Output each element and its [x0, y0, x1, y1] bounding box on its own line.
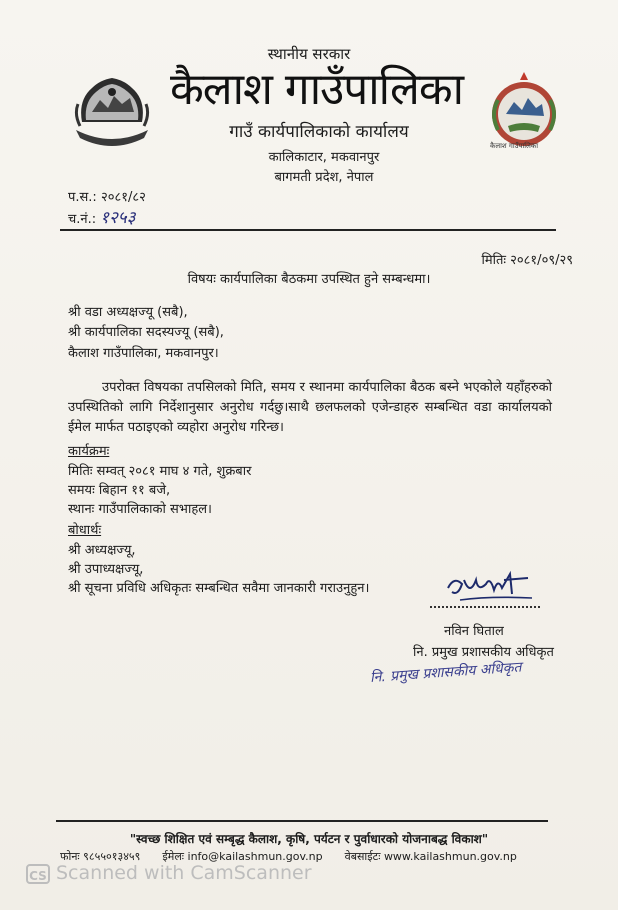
ref-ps: प.स.: २०८१/८२	[68, 190, 146, 205]
government-label: स्थानीय सरकार	[267, 45, 351, 63]
right-emblem-caption: कैलाश गाउँपालिका	[490, 142, 539, 150]
program-item: मितिः सम्वत् २०८१ माघ ४ गते, शुक्रबार	[68, 464, 252, 479]
ref-cn-label: च.नं.:	[68, 212, 97, 227]
signatory-name: नविन घिताल	[444, 624, 504, 639]
recipient-line: श्री कार्यपालिका सदस्यज्यू (सबै),	[68, 325, 224, 340]
recipient-line: श्री वडा अध्यक्षज्यू (सबै),	[68, 305, 188, 320]
program-item: स्थानः गाउँपालिकाको सभाहल।	[68, 502, 212, 517]
camscanner-watermark	[26, 862, 312, 884]
info-item: श्री उपाध्यक्षज्यू,	[68, 562, 144, 577]
info-heading: बोधार्थः	[68, 523, 102, 538]
title-stamp: नि. प्रमुख प्रशासकीय अधिकृत	[369, 659, 522, 686]
camscanner-logo-icon: CS	[26, 864, 50, 884]
ref-cn	[68, 205, 136, 228]
letter-body: उपरोक्त विषयका तपसिलको मिति, समय र स्थानमा कार्यपालिका बैठक बस्ने भएकोले यहाँहरुको उपस्थितिको लागि निर्देशानुसार अनुरोध गर्दछु।साथै छलफलको एजेन्डाहरु सम्बन्धित वडा कार्यालयको ईमेल मार्फत पठाइएको व्यहोरा अनुरोध गरिन्छ।	[68, 380, 552, 435]
address-line-2: बागमती प्रदेश, नेपाल	[274, 170, 374, 185]
footer-divider	[56, 820, 548, 822]
program-heading: कार्यक्रमः	[68, 444, 110, 459]
letter-date: मितिः २०८१/०९/२९	[481, 253, 573, 268]
letter-subject: विषयः कार्यपालिका बैठकमा उपस्थित हुने सम्बन्धमा।	[187, 272, 431, 287]
program-item: समयः बिहान ११ बजे,	[68, 483, 171, 498]
ref-cn-value: १२५३	[100, 208, 136, 228]
info-item: श्री अध्यक्षज्यू,	[68, 543, 136, 558]
footer-website: वेबसाईटः www.kailashmun.gov.np	[344, 850, 517, 863]
footer-email: ईमेलः info@kailashmun.gov.np	[162, 850, 323, 863]
municipality-title: कैलाश गाउँपालिका	[170, 64, 464, 115]
header-divider	[60, 229, 556, 231]
info-item: श्री सूचना प्रविधि अधिकृतः सम्बन्धित सवैमा जानकारी गराउनुहुन।	[68, 581, 370, 596]
office-name: गाउँ कार्यपालिकाको कार्यालय	[229, 122, 409, 142]
footer-slogan: "स्वच्छ शिक्षित एवं सम्बृद्ध कैलाश, कृषि, पर्यटन र पुर्वाधारको योजनाबद्ध विकाश"	[129, 832, 489, 846]
footer-phone: फोनः ९८५५०१३४५९	[60, 850, 141, 863]
address-line-1: कालिकाटार, मकवानपुर	[268, 150, 380, 165]
signature-icon	[440, 566, 540, 608]
camscanner-text: Scanned with CamScanner	[56, 862, 312, 884]
signatory-title: नि. प्रमुख प्रशासकीय अधिकृत	[413, 645, 554, 660]
recipient-line: कैलाश गाउँपालिका, मकवानपुर।	[68, 346, 219, 361]
signature-dotted-line	[430, 606, 540, 608]
